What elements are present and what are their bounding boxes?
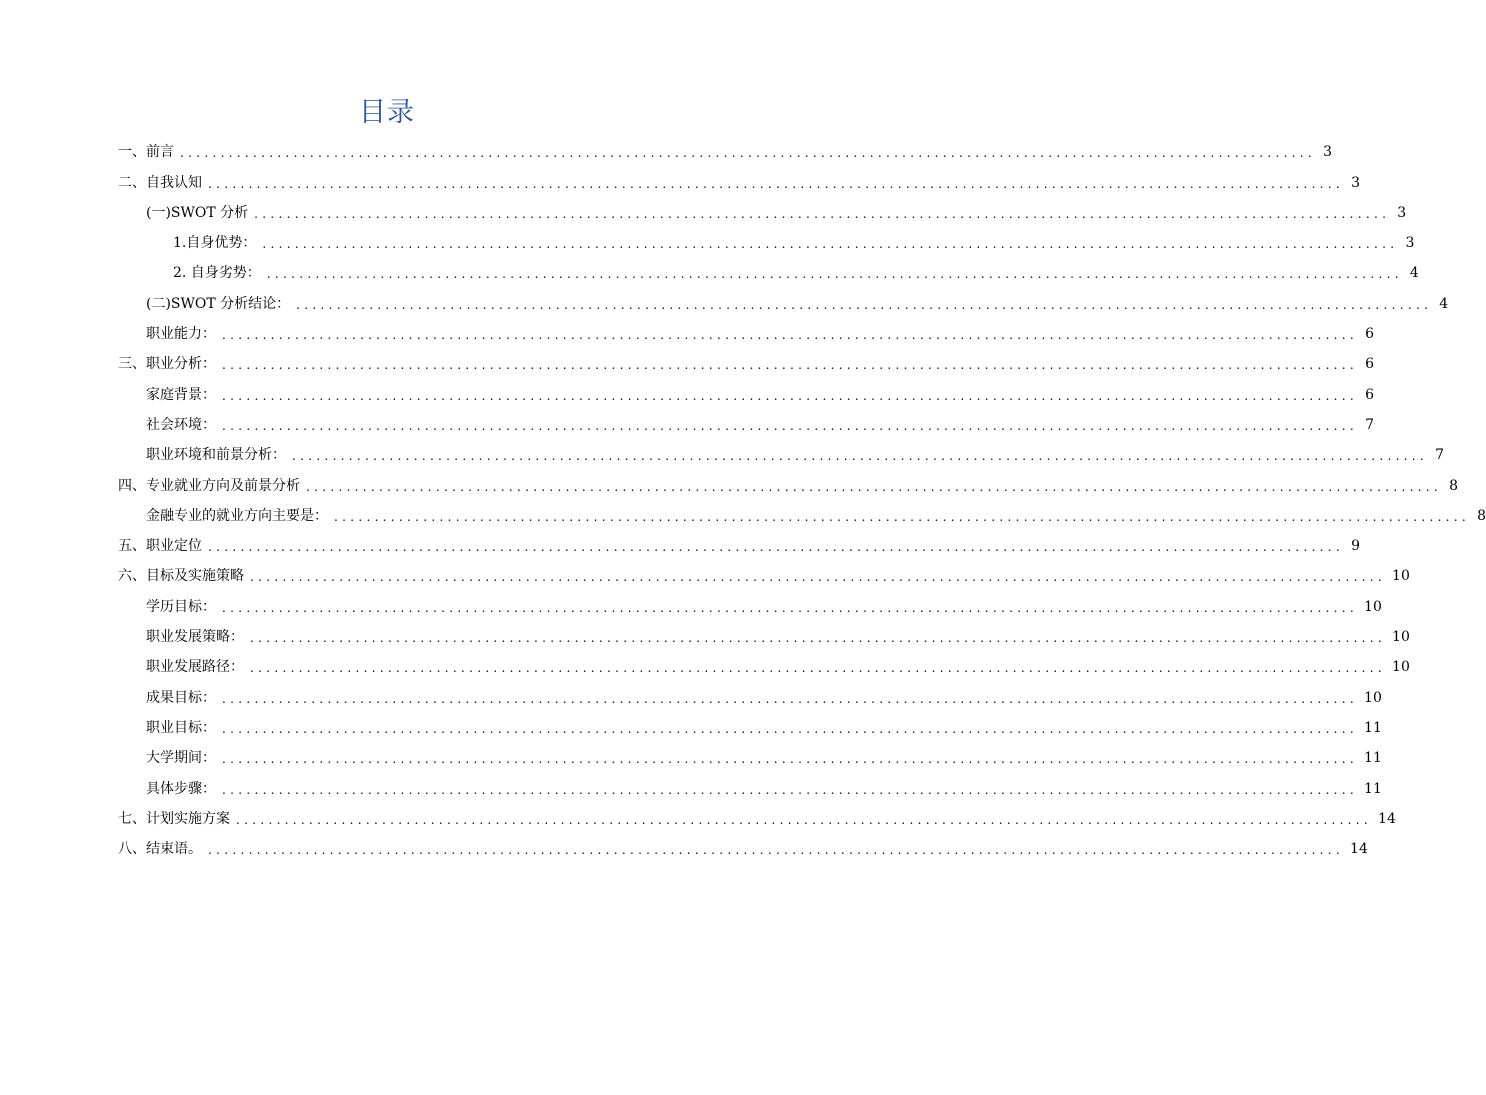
toc-entry[interactable] [118, 743, 1382, 773]
toc-entry-label: 八、结束语。 [118, 841, 202, 858]
toc-entry-label: 1.自身优势： [173, 235, 257, 252]
toc-entry-page: 3 [1351, 174, 1361, 191]
toc-entry-page: 4 [1439, 295, 1449, 312]
toc-entry[interactable] [118, 773, 1382, 803]
toc-dot-leader: ............................................................................................................................................ [208, 540, 1345, 555]
toc-dot-leader: ............................................................................................................................................ [306, 479, 1443, 494]
toc-entry[interactable] [118, 258, 1419, 288]
toc-entry-label: 学历目标： [146, 598, 216, 615]
toc-dot-leader: ............................................................................................................................................ [208, 176, 1345, 191]
toc-dot-leader: ............................................................................................................................................ [262, 237, 1399, 252]
toc-entry-page: 14 [1350, 841, 1368, 858]
toc-entry-label: 大学期间： [146, 750, 216, 767]
toc-entry-label: (一)SWOT 分析 [146, 204, 249, 221]
toc-dot-leader: ............................................................................................................................................ [250, 570, 1387, 585]
toc-entry-page: 6 [1365, 326, 1375, 343]
toc-entry-label: 成果目标： [146, 689, 216, 706]
toc-entry-label: 职业目标： [146, 719, 216, 736]
toc-entry-page: 4 [1409, 265, 1419, 282]
toc-entry-label: 家庭背景： [146, 386, 216, 403]
toc-entry[interactable] [118, 167, 1361, 197]
toc-entry-label: 社会环境： [146, 416, 216, 433]
toc-dot-leader: ............................................................................................................................................ [250, 631, 1387, 646]
toc-entry-label: 六、目标及实施策略 [118, 568, 244, 585]
toc-entry-page: 8 [1477, 507, 1486, 524]
toc-entry-page: 3 [1397, 204, 1407, 221]
toc-entry[interactable] [118, 531, 1361, 561]
toc-entry-label: 金融专业的就业方向主要是： [146, 507, 328, 524]
toc-entry-page: 10 [1392, 659, 1410, 676]
toc-entry[interactable] [118, 440, 1445, 470]
toc-entry-label: 二、自我认知 [118, 174, 202, 191]
toc-title: 目录 [359, 97, 415, 128]
toc-entry[interactable] [118, 470, 1459, 500]
toc-entry-page: 11 [1364, 780, 1382, 797]
toc-entry-page: 11 [1364, 719, 1382, 736]
toc-entry-page: 10 [1364, 689, 1382, 706]
toc-list [118, 137, 1486, 864]
toc-entry[interactable] [118, 804, 1396, 834]
toc-entry[interactable] [118, 591, 1382, 621]
toc-dot-leader: ............................................................................................................................................ [236, 812, 1373, 827]
toc-dot-leader: ............................................................................................................................................ [296, 297, 1433, 312]
toc-entry-page: 10 [1364, 598, 1382, 615]
toc-entry-label: 五、职业定位 [118, 538, 202, 555]
toc-entry-page: 14 [1378, 810, 1396, 827]
toc-dot-leader: ............................................................................................................................................ [250, 661, 1387, 676]
toc-entry-page: 7 [1365, 416, 1375, 433]
toc-entry[interactable] [118, 410, 1375, 440]
toc-entry[interactable] [118, 349, 1375, 379]
toc-entry-page: 7 [1435, 447, 1445, 464]
toc-dot-leader: ............................................................................................................................................ [254, 206, 1391, 221]
toc-entry[interactable] [118, 834, 1368, 864]
toc-dot-leader: ............................................................................................................................................ [222, 328, 1359, 343]
toc-entry-label: 三、职业分析： [118, 356, 216, 373]
toc-dot-leader: ............................................................................................................................................ [222, 600, 1359, 615]
toc-entry-label: 具体步骤： [146, 780, 216, 797]
toc-dot-leader: ............................................................................................................................................ [222, 782, 1359, 797]
toc-entry[interactable] [118, 137, 1333, 167]
toc-entry[interactable] [118, 379, 1375, 409]
toc-entry[interactable] [118, 622, 1410, 652]
toc-dot-leader: ............................................................................................................................................ [222, 721, 1359, 736]
toc-entry[interactable] [118, 288, 1449, 318]
toc-dot-leader: ............................................................................................................................................ [334, 509, 1471, 524]
toc-dot-leader: ............................................................................................................................................ [180, 146, 1317, 161]
toc-entry-label: 七、计划实施方案 [118, 810, 230, 827]
toc-entry-label: (二)SWOT 分析结论： [146, 295, 291, 312]
toc-entry-label: 2. 自身劣势： [173, 265, 261, 282]
toc-dot-leader: ............................................................................................................................................ [208, 843, 1345, 858]
toc-entry[interactable] [118, 682, 1382, 712]
toc-entry[interactable] [118, 501, 1486, 531]
toc-entry[interactable] [118, 319, 1375, 349]
toc-entry-page: 3 [1323, 144, 1333, 161]
toc-entry-page: 10 [1392, 568, 1410, 585]
toc-dot-leader: ............................................................................................................................................ [222, 358, 1359, 373]
toc-dot-leader: ............................................................................................................................................ [222, 418, 1359, 433]
toc-entry-label: 职业发展策略： [146, 629, 244, 646]
toc-entry[interactable] [118, 561, 1410, 591]
toc-dot-leader: ............................................................................................................................................ [292, 449, 1429, 464]
toc-entry[interactable] [118, 198, 1407, 228]
toc-entry-label: 职业发展路径： [146, 659, 244, 676]
toc-dot-leader: ............................................................................................................................................ [266, 267, 1403, 282]
toc-entry-page: 3 [1405, 235, 1415, 252]
toc-entry-page: 8 [1449, 477, 1459, 494]
toc-entry-label: 一、前言 [118, 144, 174, 161]
toc-entry[interactable] [118, 228, 1415, 258]
toc-entry-label: 四、专业就业方向及前景分析 [118, 477, 300, 494]
toc-entry-page: 6 [1365, 356, 1375, 373]
toc-dot-leader: ............................................................................................................................................ [222, 388, 1359, 403]
toc-entry-page: 10 [1392, 629, 1410, 646]
toc-dot-leader: ............................................................................................................................................ [222, 752, 1359, 767]
toc-entry[interactable] [118, 713, 1382, 743]
toc-entry[interactable] [118, 652, 1410, 682]
toc-entry-page: 6 [1365, 386, 1375, 403]
toc-dot-leader: ............................................................................................................................................ [222, 691, 1359, 706]
toc-entry-label: 职业能力： [146, 326, 216, 343]
toc-entry-page: 11 [1364, 750, 1382, 767]
toc-entry-label: 职业环境和前景分析： [146, 447, 286, 464]
toc-entry-page: 9 [1351, 538, 1361, 555]
